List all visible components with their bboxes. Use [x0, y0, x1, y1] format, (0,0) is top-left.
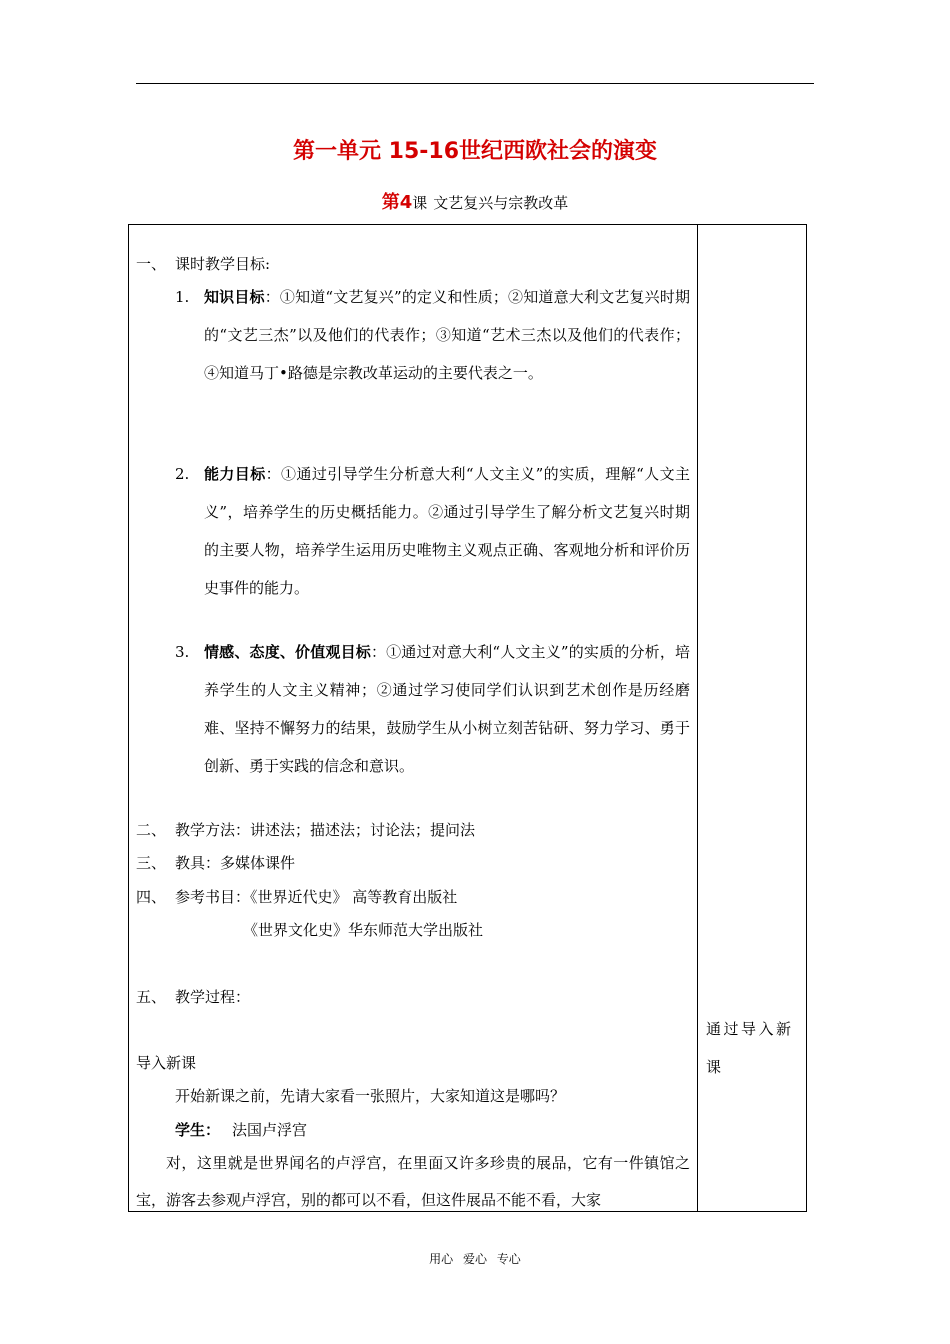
student-answer: 法国卢浮宫: [232, 1121, 308, 1139]
column-divider: [697, 224, 698, 1212]
page-footer: 用心 爱心 专心: [429, 1252, 521, 1266]
side-note: 通过导入新课: [706, 1020, 794, 1076]
section-3-number: 三、: [136, 854, 167, 872]
goal-1-paragraph: [204, 278, 690, 392]
section-1-label: 课时教学目标:: [175, 255, 271, 273]
student-label: 学生：: [175, 1121, 221, 1139]
section-4-text: 参考书目：《世界近代史》 高等教育出版社: [175, 888, 458, 906]
intro-heading: 导入新课: [136, 1054, 197, 1072]
header-rule: [136, 83, 814, 84]
goal-3-label: 情感、态度、价值观目标: [204, 643, 371, 661]
section-4-text-2: 《世界文化史》华东师范大学出版社: [243, 921, 484, 939]
goal-1-label: 知识目标: [204, 288, 265, 306]
intro-paragraph: 对，这里就是世界闻名的卢浮宫，在里面又许多珍贵的展品，它有一件镇馆之宝，游客去参观卢浮宫，别的都可以不看，但这件展品不能不看，大家: [136, 1154, 690, 1209]
section-4-number: 四、: [136, 888, 167, 906]
section-5-number: 五、: [136, 988, 167, 1006]
goal-2-paragraph: [204, 455, 690, 607]
goal-2-label: 能力目标: [204, 465, 266, 483]
section-2-number: 二、: [136, 821, 167, 839]
goal-1-text: ：①知道“文艺复兴”的定义和性质；②知道意大利文艺复兴时期的“文艺三杰”以及他们的代表作；③知道“艺术三杰以及他们的代表作；④知道马丁•路德是宗教改革运动的主要代表之一。: [204, 288, 690, 382]
lesson-title: [0, 188, 950, 214]
section-2-text: 教学方法：讲述法；描述法；讨论法；提问法: [175, 821, 476, 839]
goal-2-number: 2.: [175, 465, 190, 483]
unit-title: 第一单元 15-16世纪西欧社会的演变: [292, 139, 658, 164]
section-1-number: 一、: [136, 255, 167, 273]
goal-1-number: 1.: [175, 288, 190, 306]
intro-line-1: 开始新课之前，先请大家看一张照片，大家知道这是哪吗？: [175, 1087, 566, 1105]
goal-3-number: 3.: [175, 643, 190, 661]
section-5-text: 教学过程：: [175, 988, 251, 1006]
goal-3-text: ：①通过对意大利“人文主义”的实质的分析，培养学生的人文主义精神；②通过学习使同学们认识到艺术创作是历经磨难、坚持不懈努力的结果，鼓励学生从小树立刻苦钻研、努力学习、勇于创新、勇于实践的信念和意识。: [204, 643, 690, 775]
lesson-ke: 课: [412, 194, 428, 212]
lesson-number: 第4: [381, 192, 413, 213]
goal-3-paragraph: [204, 633, 690, 785]
section-3-text: 教具：多媒体课件: [175, 854, 296, 872]
lesson-name: 文艺复兴与宗教改革: [433, 194, 569, 212]
goal-2-text: ：①通过引导学生分析意大利“人文主义”的实质，理解“人文主义”，培养学生的历史概括能力。②通过引导学生了解分析文艺复兴时期的主要人物，培养学生运用历史唯物主义观点正确、客观地分析和评价历史事件的能力。: [204, 465, 690, 597]
